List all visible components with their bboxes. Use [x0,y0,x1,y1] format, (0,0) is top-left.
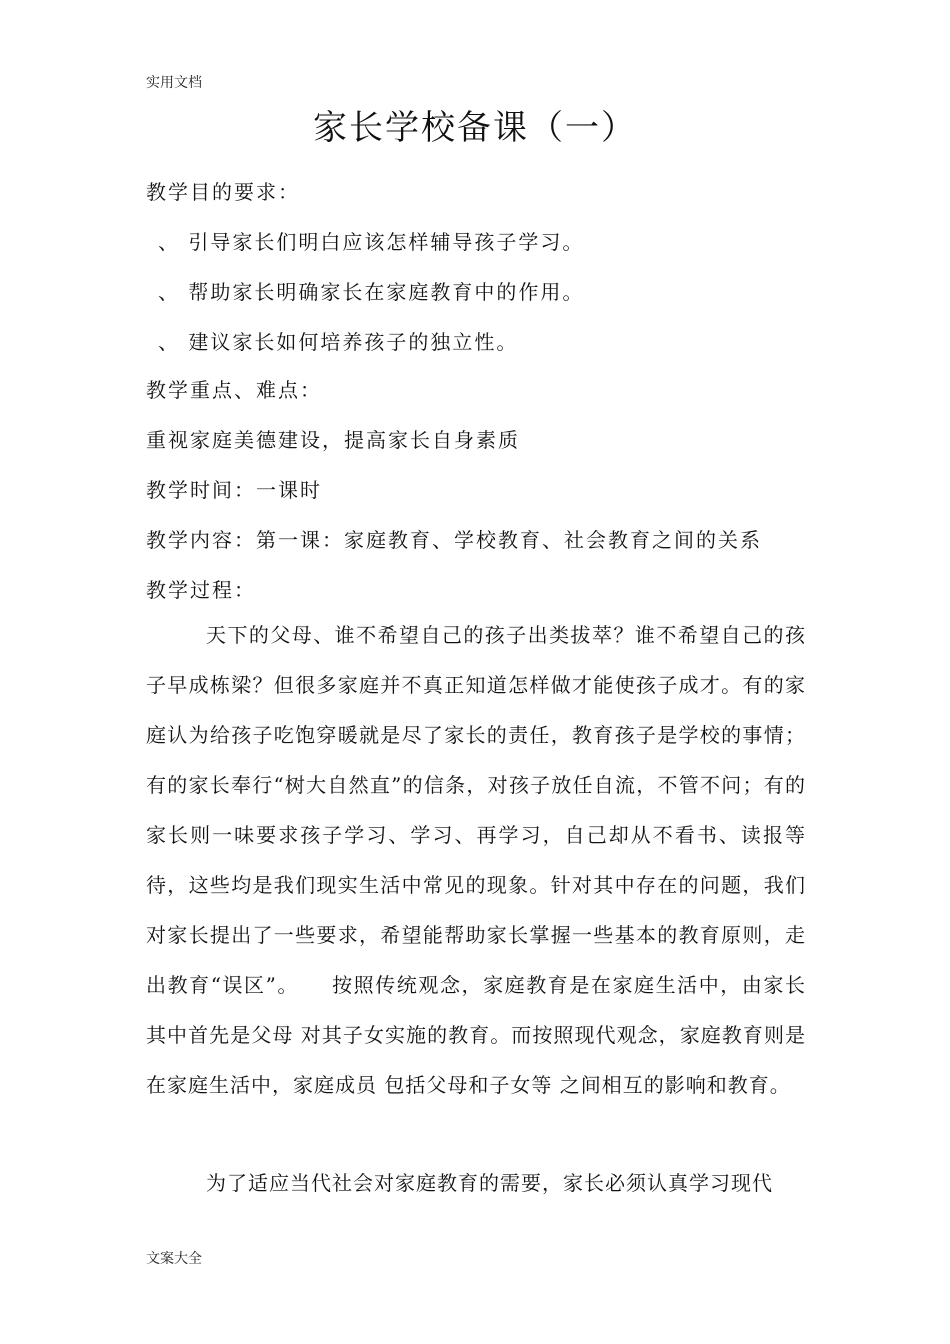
body-paragraph-1: 天下的父母、谁不希望自己的孩子出类拔萃？谁不希望自己的孩子早成栋梁？但很多家庭并不真正知道怎样做才能使孩子成才。有的家庭认为给孩子吃饱穿暖就是尽了家长的责任，教育孩子是学校的事情；有的家长奉行“树大自然直”的信条，对孩子放任自流，不管不问；有的家长则一味要求孩子学习、学习、再学习，自己却从不看书、读报等待，这些均是我们现实生活中常见的现象。针对其中存在的问题，我们对家长提出了一些要求，希望能帮助家长掌握一些基本的教育原则，走出教育“误区”。 按照传统观念，家庭教育是在家庭生活中，由家长 其中首先是父母 对其子女实施的教育。而按照现代观念，家庭教育则是在家庭生活中，家庭成员 包括父母和子女等 之间相互的影响和教育。 [146,623,806,1097]
objective-item-1: 、 引导家长们明白应该怎样辅导孩子学习。 [158,230,585,254]
page-header: 实用文档 [146,75,202,91]
document-title: 家长学校备课（一） [313,108,637,148]
objectives-heading: 教学目的要求： [146,180,300,204]
page-footer: 文案大全 [146,1251,202,1267]
body-paragraph-2: 为了适应当代社会对家庭教育的需要，家长必须认真学习现代 [206,1171,773,1195]
keypoints-heading: 教学重点、难点： [146,378,322,402]
process-heading: 教学过程： [146,578,256,602]
objective-item-3: 、 建议家长如何培养孩子的独立性。 [158,330,519,354]
keypoints-text: 重视家庭美德建设，提高家长自身素质 [146,428,520,452]
teaching-time: 教学时间：一课时 [146,478,322,502]
teaching-content: 教学内容：第一课：家庭教育、学校教育、社会教育之间的关系 [146,528,762,552]
objective-item-2: 、 帮助家长明确家长在家庭教育中的作用。 [158,280,585,304]
